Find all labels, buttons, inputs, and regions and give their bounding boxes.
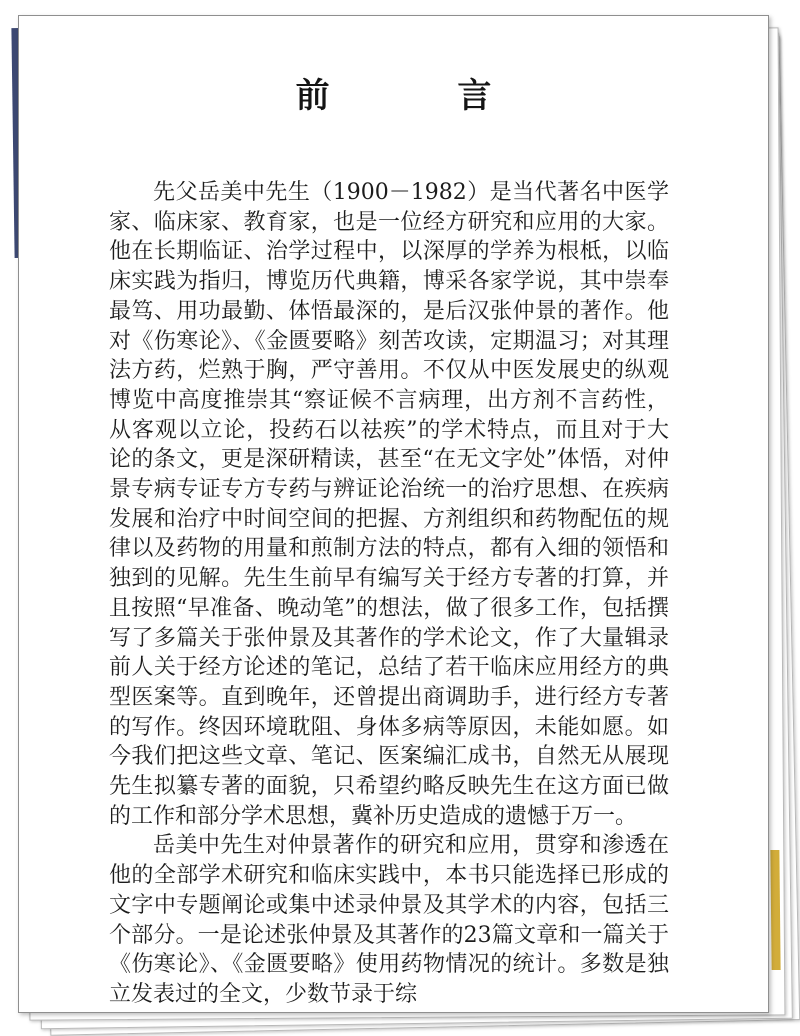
body-text xyxy=(109,178,669,1010)
paragraph: 先父岳美中先生（1900－1982）是当代著名中医学家、临床家、教育家，也是一位经方研究和应用的大家。他在长期临证、治学过程中，以深厚的学养为根柢，以临床实践为指归，博览历代典籍，博采各家学说，其中崇奉最笃、用功最勤、体悟最深的，是后汉张仲景的著作。他对《伤寒论》、《金匮要略》刻苦攻读，定期温习；对其理法方药，烂熟于胸，严守善用。不仅从中医发展史的纵观博览中高度推崇其“察证候不言病理，出方剂不言药性，从客观以立论，投药石以祛疾”的学术特点，而且对于大论的条文，更是深研精读，甚至“在无文字处”体悟，对仲景专病专证专方专药与辨证论治统一的治疗思想、在疾病发展和治疗中时间空间的把握、方剂组织和药物配伍的规律以及药物的用量和煎制方法的特点，都有入细的领悟和独到的见解。先生生前早有编写关于经方专著的打算，并且按照“早准备、晚动笔”的想法，做了很多工作，包括撰写了多篇关于张仲景及其著作的学术论文，作了大量辑录前人关于经方论述的笔记，总结了若干临床应用经方的典型医案等。直到晚年，还曾提出商调助手，进行经方专著的写作。终因环境耽阻、身体多病等原因，未能如愿。如今我们把这些文章、笔记、医案编汇成书，自然无从展现先生拟纂专著的面貌，只希望约略反映先生在这方面已做的工作和部分学术思想，冀补历史造成的遗憾于万一。 xyxy=(109,180,669,829)
book-cover-edge xyxy=(770,850,780,970)
document-page xyxy=(18,15,769,1013)
paragraph: 岳美中先生对仲景著作的研究和应用，贯穿和渗透在他的全部学术研究和临床实践中，本书只能选择已形成的文字中专题阐论或集中述录仲景及其学术的内容，包括三个部分。一是论述张仲景及其著作的23篇文章和一篇关于《伤寒论》、《金匮要略》使用药物情况的统计。多数是独立发表过的全文，少数节录于综 xyxy=(109,833,669,1007)
page-title: 前 言 xyxy=(295,76,550,116)
